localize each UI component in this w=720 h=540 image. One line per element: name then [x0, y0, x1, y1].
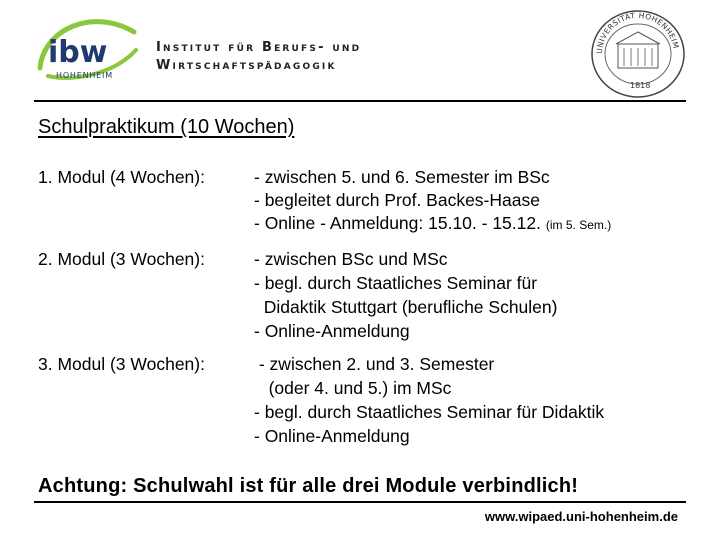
- website-link[interactable]: www.wipaed.uni-hohenheim.de: [484, 509, 678, 524]
- module-3-line-4: - Online-Anmeldung: [254, 426, 410, 446]
- module-2-line-2: - begl. durch Staatliches Seminar für: [254, 273, 538, 293]
- module-3-line-3: - begl. durch Staatliches Seminar für Didaktik: [254, 402, 605, 422]
- ibw-logo: [34, 10, 144, 90]
- module-1-line-1: - zwischen 5. und 6. Semester im BSc: [254, 167, 550, 187]
- logo-text: ibw: [48, 35, 108, 70]
- institute-name-line2: Wirtschaftspädagogik: [156, 58, 337, 73]
- university-seal: [588, 8, 688, 100]
- module-2-line-4: - Online-Anmeldung: [254, 321, 410, 341]
- logo-subtext: HOHENHEIM: [56, 71, 113, 80]
- seal-year: 1818: [630, 81, 651, 90]
- module-3-line-1: - zwischen 2. und 3. Semester: [254, 354, 495, 374]
- header-divider: [34, 100, 686, 102]
- footer-divider: [34, 501, 686, 503]
- module-2-line-3: Didaktik Stuttgart (berufliche Schulen): [254, 297, 558, 317]
- module-2-line-1: - zwischen BSc und MSc: [254, 249, 448, 269]
- module-1-label: 1. Modul (4 Wochen):: [38, 167, 205, 187]
- page-title: Schulpraktikum (10 Wochen): [38, 116, 295, 138]
- seal-text: UNIVERSITÄT HOHENHEIM: [594, 10, 681, 55]
- module-3-label: 3. Modul (3 Wochen):: [38, 354, 205, 374]
- module-1-line-3: [254, 212, 611, 236]
- module-1-note: (im 5. Sem.): [545, 218, 612, 232]
- module-1-registration: - Online - Anmeldung: 15.10. - 15.12.: [254, 213, 541, 233]
- module-2-label: 2. Modul (3 Wochen):: [38, 249, 205, 269]
- warning-text: Achtung: Schulwahl ist für alle drei Module verbindlich!: [38, 475, 579, 497]
- institute-name-line1: Institut für Berufs- und: [156, 40, 362, 55]
- module-1-line-2: - begleitet durch Prof. Backes-Haase: [254, 190, 540, 210]
- module-3-line-2: (oder 4. und 5.) im MSc: [254, 378, 452, 398]
